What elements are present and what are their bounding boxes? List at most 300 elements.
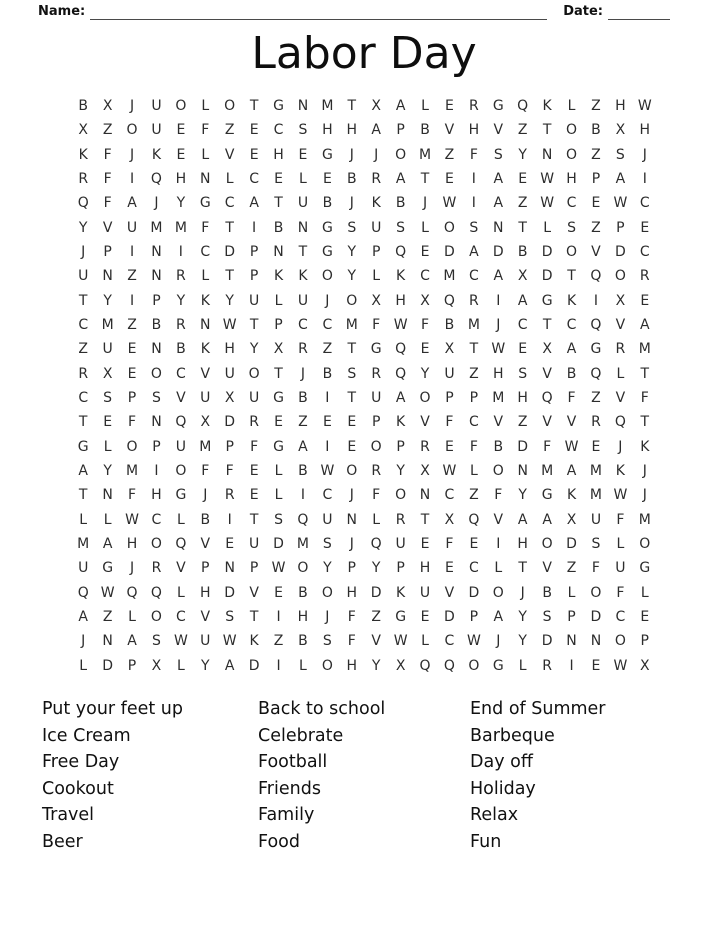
grid-letter: U bbox=[200, 390, 211, 407]
grid-letter: F bbox=[347, 609, 356, 626]
grid-letter: U bbox=[371, 390, 382, 407]
grid-letter: Z bbox=[78, 341, 88, 358]
grid-letter: S bbox=[103, 390, 113, 407]
grid-letter: I bbox=[276, 609, 281, 626]
grid-letter: E bbox=[445, 560, 454, 577]
grid-letter: T bbox=[249, 317, 259, 334]
grid-letter: F bbox=[494, 487, 503, 504]
grid-letter: T bbox=[518, 560, 527, 577]
grid-letter: F bbox=[103, 171, 112, 188]
grid-letter: H bbox=[175, 171, 187, 188]
grid-letter: Q bbox=[590, 268, 602, 285]
grid-letter: O bbox=[639, 536, 651, 553]
grid-letter: E bbox=[322, 414, 332, 431]
grid-letter: X bbox=[371, 292, 381, 309]
grid-letter: Q bbox=[77, 195, 89, 212]
grid-letter: S bbox=[615, 146, 625, 163]
grid-letter: J bbox=[325, 609, 330, 626]
grid-letter: C bbox=[468, 414, 479, 431]
grid-letter: L bbox=[128, 609, 136, 626]
grid-letter: P bbox=[103, 244, 112, 261]
grid-letter: X bbox=[420, 292, 430, 309]
grid-letter: Y bbox=[518, 609, 527, 626]
grid-letter: J bbox=[642, 487, 647, 504]
grid-letter: H bbox=[566, 171, 577, 188]
grid-letter: V bbox=[542, 365, 552, 382]
grid-letter: E bbox=[127, 365, 137, 382]
grid-letter: N bbox=[151, 268, 162, 285]
word-list bbox=[0, 696, 728, 866]
grid-letter: R bbox=[469, 98, 479, 115]
grid-letter: J bbox=[642, 463, 647, 480]
grid-letter: B bbox=[420, 122, 430, 139]
word-item: Food bbox=[258, 831, 300, 852]
word-item: Cookout bbox=[42, 778, 114, 799]
grid-letter: E bbox=[127, 341, 137, 358]
grid-letter: F bbox=[128, 487, 137, 504]
grid-letter: N bbox=[419, 487, 431, 504]
grid-letter: U bbox=[102, 341, 113, 358]
grid-letter: W bbox=[442, 463, 457, 480]
grid-letter: O bbox=[566, 122, 578, 139]
grid-letter: N bbox=[590, 633, 602, 650]
grid-letter: R bbox=[78, 171, 89, 188]
grid-letter: J bbox=[129, 98, 135, 115]
grid-letter: N bbox=[273, 244, 284, 261]
grid-letter: Q bbox=[150, 584, 162, 601]
grid-letter: E bbox=[420, 341, 430, 358]
grid-letter: T bbox=[347, 341, 357, 358]
grid-letter: X bbox=[566, 511, 577, 528]
grid-letter: P bbox=[591, 171, 601, 188]
grid-letter: A bbox=[493, 171, 504, 188]
grid-letter: E bbox=[420, 536, 430, 553]
grid-letter: C bbox=[566, 317, 577, 334]
grid-letter: L bbox=[469, 463, 478, 480]
grid-letter: X bbox=[420, 463, 430, 480]
grid-letter: G bbox=[639, 560, 651, 577]
grid-letter: U bbox=[615, 560, 626, 577]
grid-letter: F bbox=[445, 414, 454, 431]
grid-letter: T bbox=[542, 122, 552, 139]
grid-letter: K bbox=[78, 146, 88, 163]
grid-letter: Z bbox=[469, 365, 479, 382]
word-item: Football bbox=[258, 752, 328, 773]
word-item: Beer bbox=[42, 831, 83, 852]
grid-letter: D bbox=[541, 244, 553, 261]
grid-letter: V bbox=[249, 584, 259, 601]
grid-letter: W bbox=[613, 195, 628, 212]
grid-letter: S bbox=[298, 122, 308, 139]
grid-letter: O bbox=[150, 609, 162, 626]
grid-letter: B bbox=[493, 438, 504, 455]
grid-letter: X bbox=[102, 365, 113, 382]
grid-letter: U bbox=[200, 633, 211, 650]
grid-letter: E bbox=[249, 122, 259, 139]
grid-letter: K bbox=[249, 633, 259, 650]
grid-letter: D bbox=[614, 244, 626, 261]
grid-letter: J bbox=[374, 146, 379, 163]
grid-letter: I bbox=[325, 390, 330, 407]
grid-letter: I bbox=[300, 487, 306, 504]
grid-letter: R bbox=[469, 292, 479, 309]
grid-letter: S bbox=[322, 633, 332, 650]
grid-letter: E bbox=[225, 536, 235, 553]
grid-letter: G bbox=[273, 438, 284, 455]
grid-letter: Q bbox=[297, 511, 309, 528]
grid-letter: C bbox=[200, 244, 211, 261]
grid-letter: M bbox=[541, 463, 554, 480]
grid-letter: O bbox=[614, 633, 626, 650]
grid-letter: E bbox=[298, 146, 308, 163]
grid-letter: J bbox=[154, 195, 159, 212]
grid-letter: N bbox=[102, 487, 113, 504]
grid-letter: L bbox=[103, 438, 112, 455]
grid-letter: L bbox=[640, 584, 649, 601]
grid-letter: W bbox=[222, 317, 237, 334]
grid-letter: U bbox=[248, 536, 260, 553]
grid-letter: I bbox=[129, 244, 135, 261]
grid-letter: J bbox=[81, 244, 86, 261]
grid-letter: J bbox=[325, 292, 330, 309]
grid-letter: Q bbox=[443, 657, 455, 674]
grid-letter: O bbox=[443, 219, 455, 236]
grid-letter: T bbox=[420, 511, 430, 528]
grid-letter: Q bbox=[395, 365, 407, 382]
grid-letter: X bbox=[200, 414, 211, 431]
grid-letter: K bbox=[640, 438, 650, 455]
grid-letter: Z bbox=[273, 633, 284, 650]
grid-letter: E bbox=[274, 584, 283, 601]
grid-letter: Q bbox=[590, 365, 602, 382]
grid-letter: L bbox=[176, 657, 185, 674]
grid-letter: V bbox=[615, 317, 626, 334]
grid-letter: Y bbox=[371, 657, 381, 674]
word-search-grid bbox=[71, 94, 657, 678]
grid-letter: M bbox=[174, 219, 187, 236]
grid-letter: C bbox=[224, 195, 235, 212]
grid-letter: N bbox=[493, 219, 504, 236]
grid-letter: C bbox=[175, 609, 186, 626]
grid-letter: Q bbox=[370, 536, 382, 553]
grid-letter: O bbox=[126, 122, 138, 139]
grid-letter: I bbox=[129, 292, 135, 309]
grid-letter: S bbox=[542, 609, 552, 626]
grid-letter: F bbox=[347, 633, 356, 650]
grid-letter: W bbox=[393, 317, 408, 334]
grid-letter: I bbox=[593, 292, 599, 309]
grid-letter: O bbox=[224, 98, 236, 115]
grid-letter: R bbox=[420, 438, 430, 455]
grid-letter: Z bbox=[444, 146, 455, 163]
grid-letter: L bbox=[79, 657, 88, 674]
grid-letter: O bbox=[126, 438, 138, 455]
grid-letter: Q bbox=[443, 292, 455, 309]
grid-letter: Y bbox=[396, 463, 405, 480]
word-item: Relax bbox=[470, 805, 519, 826]
grid-letter: R bbox=[224, 487, 235, 504]
grid-letter: O bbox=[566, 244, 578, 261]
grid-letter: X bbox=[517, 268, 528, 285]
grid-letter: K bbox=[396, 414, 406, 431]
grid-letter: N bbox=[102, 268, 113, 285]
grid-letter: Q bbox=[395, 244, 407, 261]
grid-letter: E bbox=[420, 244, 430, 261]
grid-letter: L bbox=[201, 146, 210, 163]
name-blank-line bbox=[90, 5, 547, 20]
grid-letter: M bbox=[199, 438, 212, 455]
grid-letter: O bbox=[321, 657, 333, 674]
grid-letter: P bbox=[152, 438, 161, 455]
grid-letter: P bbox=[567, 609, 576, 626]
grid-letter: C bbox=[151, 511, 162, 528]
grid-letter: A bbox=[395, 171, 406, 188]
grid-letter: D bbox=[444, 609, 455, 626]
grid-letter: L bbox=[201, 98, 210, 115]
grid-letter: D bbox=[370, 584, 382, 601]
grid-letter: L bbox=[567, 584, 576, 601]
grid-letter: D bbox=[517, 438, 529, 455]
word-item: Day off bbox=[470, 752, 533, 773]
grid-letter: K bbox=[200, 341, 210, 358]
grid-letter: V bbox=[444, 584, 455, 601]
word-list-column bbox=[470, 696, 606, 856]
grid-letter: J bbox=[496, 633, 501, 650]
grid-letter: B bbox=[176, 341, 186, 358]
grid-letter: C bbox=[298, 317, 308, 334]
grid-letter: N bbox=[224, 560, 235, 577]
grid-letter: Y bbox=[78, 219, 88, 236]
grid-letter: Y bbox=[176, 195, 186, 212]
grid-letter: O bbox=[468, 657, 480, 674]
grid-letter: C bbox=[78, 390, 89, 407]
page-title: Labor Day bbox=[251, 28, 477, 79]
grid-letter: U bbox=[151, 122, 162, 139]
grid-letter: G bbox=[590, 341, 602, 358]
grid-letter: E bbox=[591, 438, 601, 455]
word-item: Back to school bbox=[258, 699, 386, 719]
grid-letter: L bbox=[421, 219, 429, 236]
grid-letter: Y bbox=[225, 292, 234, 309]
grid-letter: T bbox=[249, 511, 259, 528]
grid-letter: P bbox=[225, 438, 234, 455]
grid-letter: T bbox=[469, 341, 479, 358]
grid-letter: X bbox=[273, 341, 284, 358]
grid-letter: W bbox=[613, 487, 628, 504]
grid-letter: K bbox=[151, 146, 162, 163]
grid-letter: E bbox=[347, 438, 357, 455]
grid-letter: I bbox=[252, 219, 257, 236]
grid-letter: Q bbox=[77, 584, 89, 601]
grid-letter: U bbox=[322, 511, 333, 528]
grid-letter: M bbox=[443, 268, 456, 285]
grid-letter: O bbox=[346, 292, 358, 309]
grid-letter: R bbox=[78, 365, 89, 382]
grid-letter: I bbox=[178, 244, 183, 261]
grid-letter: U bbox=[224, 365, 235, 382]
grid-letter: O bbox=[346, 463, 358, 480]
grid-letter: E bbox=[249, 487, 259, 504]
grid-letter: N bbox=[297, 98, 309, 115]
grid-letter: K bbox=[273, 268, 284, 285]
grid-letter: K bbox=[200, 292, 210, 309]
grid-letter: O bbox=[150, 536, 162, 553]
grid-letter: C bbox=[444, 633, 455, 650]
grid-letter: A bbox=[224, 657, 235, 674]
grid-letter: J bbox=[129, 146, 135, 163]
grid-letter: D bbox=[492, 244, 504, 261]
date-label: Date: bbox=[563, 4, 603, 19]
grid-letter: F bbox=[103, 146, 112, 163]
grid-letter: V bbox=[493, 414, 504, 431]
grid-letter: K bbox=[615, 463, 625, 480]
grid-letter: D bbox=[590, 609, 602, 626]
word-item: Ice Cream bbox=[42, 725, 131, 746]
grid-letter: V bbox=[371, 633, 381, 650]
grid-letter: U bbox=[175, 438, 186, 455]
grid-letter: T bbox=[518, 219, 527, 236]
grid-letter: W bbox=[100, 584, 115, 601]
grid-letter: P bbox=[469, 609, 479, 626]
grid-letter: F bbox=[469, 438, 478, 455]
grid-letter: V bbox=[542, 414, 552, 431]
grid-letter: W bbox=[491, 341, 506, 358]
grid-letter: S bbox=[322, 536, 332, 553]
grid-letter: E bbox=[322, 171, 332, 188]
grid-letter: X bbox=[151, 657, 162, 674]
grid-letter: F bbox=[103, 195, 112, 212]
grid-letter: G bbox=[492, 98, 504, 115]
grid-letter: B bbox=[591, 122, 601, 139]
grid-letter: V bbox=[200, 536, 211, 553]
grid-letter: U bbox=[444, 365, 455, 382]
grid-letter: G bbox=[492, 657, 504, 674]
grid-letter: U bbox=[297, 195, 309, 212]
word-item: Family bbox=[258, 805, 315, 826]
grid-letter: V bbox=[493, 122, 504, 139]
grid-letter: B bbox=[322, 195, 333, 212]
word-item: Friends bbox=[258, 778, 321, 799]
grid-letter: L bbox=[543, 219, 552, 236]
grid-letter: E bbox=[274, 414, 283, 431]
grid-letter: P bbox=[371, 244, 381, 261]
grid-letter: Z bbox=[591, 219, 601, 236]
grid-letter: S bbox=[567, 219, 576, 236]
grid-letter: V bbox=[542, 560, 552, 577]
grid-letter: G bbox=[273, 98, 284, 115]
grid-letter: S bbox=[225, 609, 235, 626]
grid-letter: F bbox=[469, 146, 478, 163]
grid-letter: X bbox=[78, 122, 88, 139]
grid-letter: X bbox=[639, 657, 650, 674]
grid-letter: E bbox=[420, 609, 430, 626]
grid-letter: T bbox=[298, 244, 308, 261]
grid-letter: C bbox=[322, 487, 333, 504]
grid-letter: B bbox=[151, 317, 162, 334]
grid-letter: O bbox=[395, 146, 407, 163]
grid-letter: A bbox=[639, 317, 650, 334]
grid-letter: U bbox=[78, 268, 89, 285]
grid-letter: D bbox=[102, 657, 113, 674]
grid-letter: M bbox=[101, 317, 114, 334]
grid-letter: F bbox=[616, 511, 625, 528]
grid-letter: L bbox=[176, 584, 185, 601]
grid-letter: P bbox=[396, 438, 405, 455]
grid-letter: H bbox=[322, 122, 333, 139]
grid-letter: Q bbox=[590, 317, 602, 334]
grid-letter: F bbox=[421, 317, 430, 334]
grid-letter: R bbox=[371, 365, 382, 382]
grid-letter: B bbox=[322, 365, 333, 382]
grid-letter: T bbox=[542, 317, 552, 334]
grid-letter: M bbox=[492, 390, 505, 407]
grid-letter: K bbox=[396, 268, 406, 285]
grid-letter: I bbox=[471, 195, 476, 212]
grid-letter: P bbox=[469, 390, 479, 407]
grid-letter: N bbox=[297, 219, 309, 236]
grid-letter: Q bbox=[150, 171, 162, 188]
grid-letter: N bbox=[151, 341, 162, 358]
grid-letter: L bbox=[616, 365, 625, 382]
grid-letter: F bbox=[201, 122, 210, 139]
grid-letter: M bbox=[467, 317, 480, 334]
grid-letter: U bbox=[371, 219, 382, 236]
grid-letter: H bbox=[297, 609, 309, 626]
grid-letter: Q bbox=[175, 536, 187, 553]
grid-letter: E bbox=[445, 438, 454, 455]
grid-letter: G bbox=[370, 341, 382, 358]
grid-letter: M bbox=[589, 463, 602, 480]
grid-letter: A bbox=[469, 244, 479, 261]
grid-letter: A bbox=[127, 633, 137, 650]
grid-letter: D bbox=[541, 268, 553, 285]
grid-letter: C bbox=[639, 195, 650, 212]
grid-letter: A bbox=[493, 195, 504, 212]
grid-letter: I bbox=[569, 657, 574, 674]
grid-letter: T bbox=[249, 609, 259, 626]
grid-letter: W bbox=[393, 633, 408, 650]
grid-letter: V bbox=[176, 560, 186, 577]
grid-letter: E bbox=[518, 341, 528, 358]
grid-letter: M bbox=[321, 98, 334, 115]
grid-letter: Y bbox=[249, 341, 259, 358]
grid-letter: L bbox=[274, 487, 283, 504]
grid-letter: F bbox=[250, 438, 259, 455]
grid-letter: F bbox=[225, 463, 234, 480]
grid-letter: N bbox=[151, 244, 162, 261]
grid-letter: I bbox=[154, 463, 159, 480]
grid-letter: C bbox=[322, 317, 333, 334]
grid-letter: L bbox=[421, 98, 429, 115]
grid-letter: L bbox=[421, 633, 429, 650]
grid-letter: M bbox=[77, 536, 90, 553]
grid-letter: R bbox=[176, 317, 186, 334]
grid-letter: U bbox=[126, 219, 138, 236]
grid-letter: M bbox=[589, 487, 602, 504]
grid-letter: J bbox=[300, 365, 306, 382]
grid-letter: A bbox=[371, 122, 381, 139]
grid-letter: Q bbox=[614, 414, 626, 431]
grid-letter: Q bbox=[175, 414, 187, 431]
word-item: Celebrate bbox=[258, 725, 344, 746]
grid-letter: D bbox=[273, 536, 284, 553]
grid-letter: A bbox=[395, 390, 406, 407]
grid-letter: V bbox=[444, 122, 455, 139]
grid-letter: N bbox=[200, 171, 211, 188]
grid-letter: C bbox=[468, 560, 479, 577]
grid-letter: B bbox=[444, 317, 455, 334]
grid-letter: P bbox=[249, 268, 259, 285]
